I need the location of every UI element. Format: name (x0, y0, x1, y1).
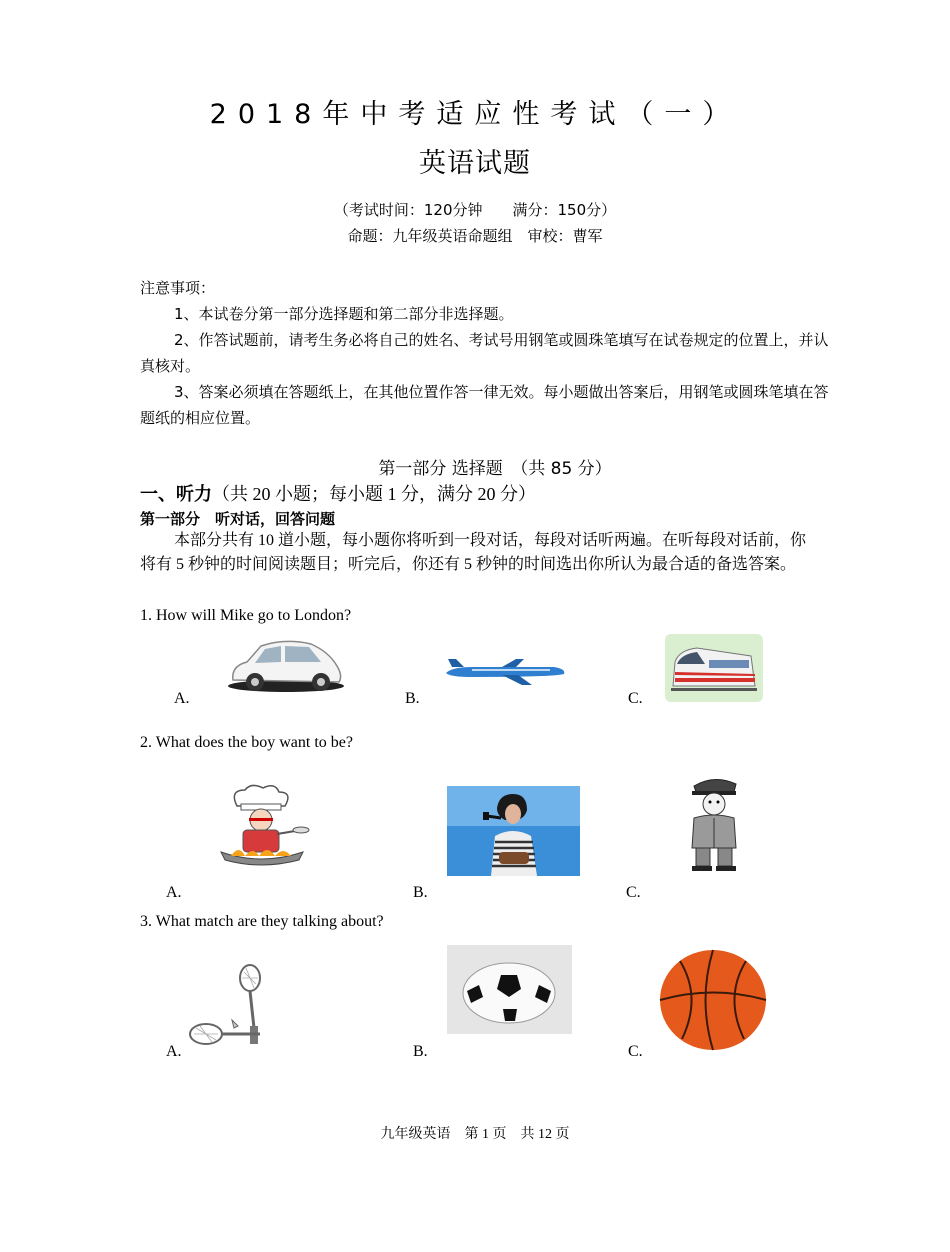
listening-section-heading (140, 480, 536, 506)
policeman-icon[interactable] (680, 774, 748, 872)
train-icon[interactable] (665, 634, 763, 702)
car-icon[interactable] (225, 636, 347, 694)
question-3: 3. What match are they talking about? (140, 913, 384, 930)
part1-title: 第一部分 选择题 （共 85 分） (378, 459, 612, 479)
listening-section-title: 一、听力 (140, 484, 212, 505)
q3-option-a[interactable]: A. (166, 1043, 182, 1060)
q3-option-c[interactable]: C. (628, 1043, 643, 1060)
airplane-icon[interactable] (442, 655, 568, 687)
badminton-icon[interactable] (186, 964, 278, 1050)
note-item-2: 2、作答试题前，请考生务必将自己的姓名、考试号用钢笔或圆珠笔填写在试卷规定的位置上，并认真核对。 (140, 331, 829, 375)
note-item-3: 3、答案必须填在答题纸上，在其他位置作答一律无效。每小题做出答案后，用钢笔或圆珠笔填在答题纸的相应位置。 (140, 383, 829, 427)
q3-option-b[interactable]: B. (413, 1043, 428, 1060)
exam-authors: 命题：九年级英语命题组 审校：曹军 (347, 227, 603, 245)
football-icon[interactable] (447, 945, 572, 1034)
q2-option-c[interactable]: C. (626, 884, 641, 901)
chef-icon[interactable] (215, 784, 310, 866)
q2-option-a[interactable]: A. (166, 884, 182, 901)
basketball-icon[interactable] (658, 947, 768, 1051)
q2-option-b[interactable]: B. (413, 884, 428, 901)
exam-subtitle: 英语试题 (419, 148, 531, 179)
notes-heading: 注意事项： (140, 279, 216, 297)
question-1: 1. How will Mike go to London? (140, 607, 352, 624)
question-2: 2. What does the boy want to be? (140, 734, 353, 751)
note-item-1: 1、本试卷分第一部分选择题和第二部分非选择题。 (174, 305, 514, 323)
q1-option-c[interactable]: C. (628, 690, 643, 707)
listening-sub-title: 第一部分 听对话，回答问题 (140, 510, 336, 528)
q1-option-a[interactable]: A. (174, 690, 190, 707)
listening-instructions: 本部分共有 10 道小题，每小题你将听到一段对话，每段对话听两遍。在听每段对话前，你将有 5 秒钟的时间阅读题目；听完后，你还有 5 秒钟的时间选出你所认为最合适的备选答案。 (140, 532, 807, 573)
listening-section-note: （共 20 小题；每小题 1 分，满分 20 分） (212, 484, 536, 504)
exam-title: 2018年中考适应性考试（一） (209, 99, 741, 130)
page-footer: 九年级英语 第 1 页 共 12 页 (380, 1127, 570, 1142)
singer-icon[interactable] (447, 786, 580, 876)
exam-time-info: （考试时间：120分钟 满分：150分） (333, 201, 617, 219)
q1-option-b[interactable]: B. (405, 690, 420, 707)
